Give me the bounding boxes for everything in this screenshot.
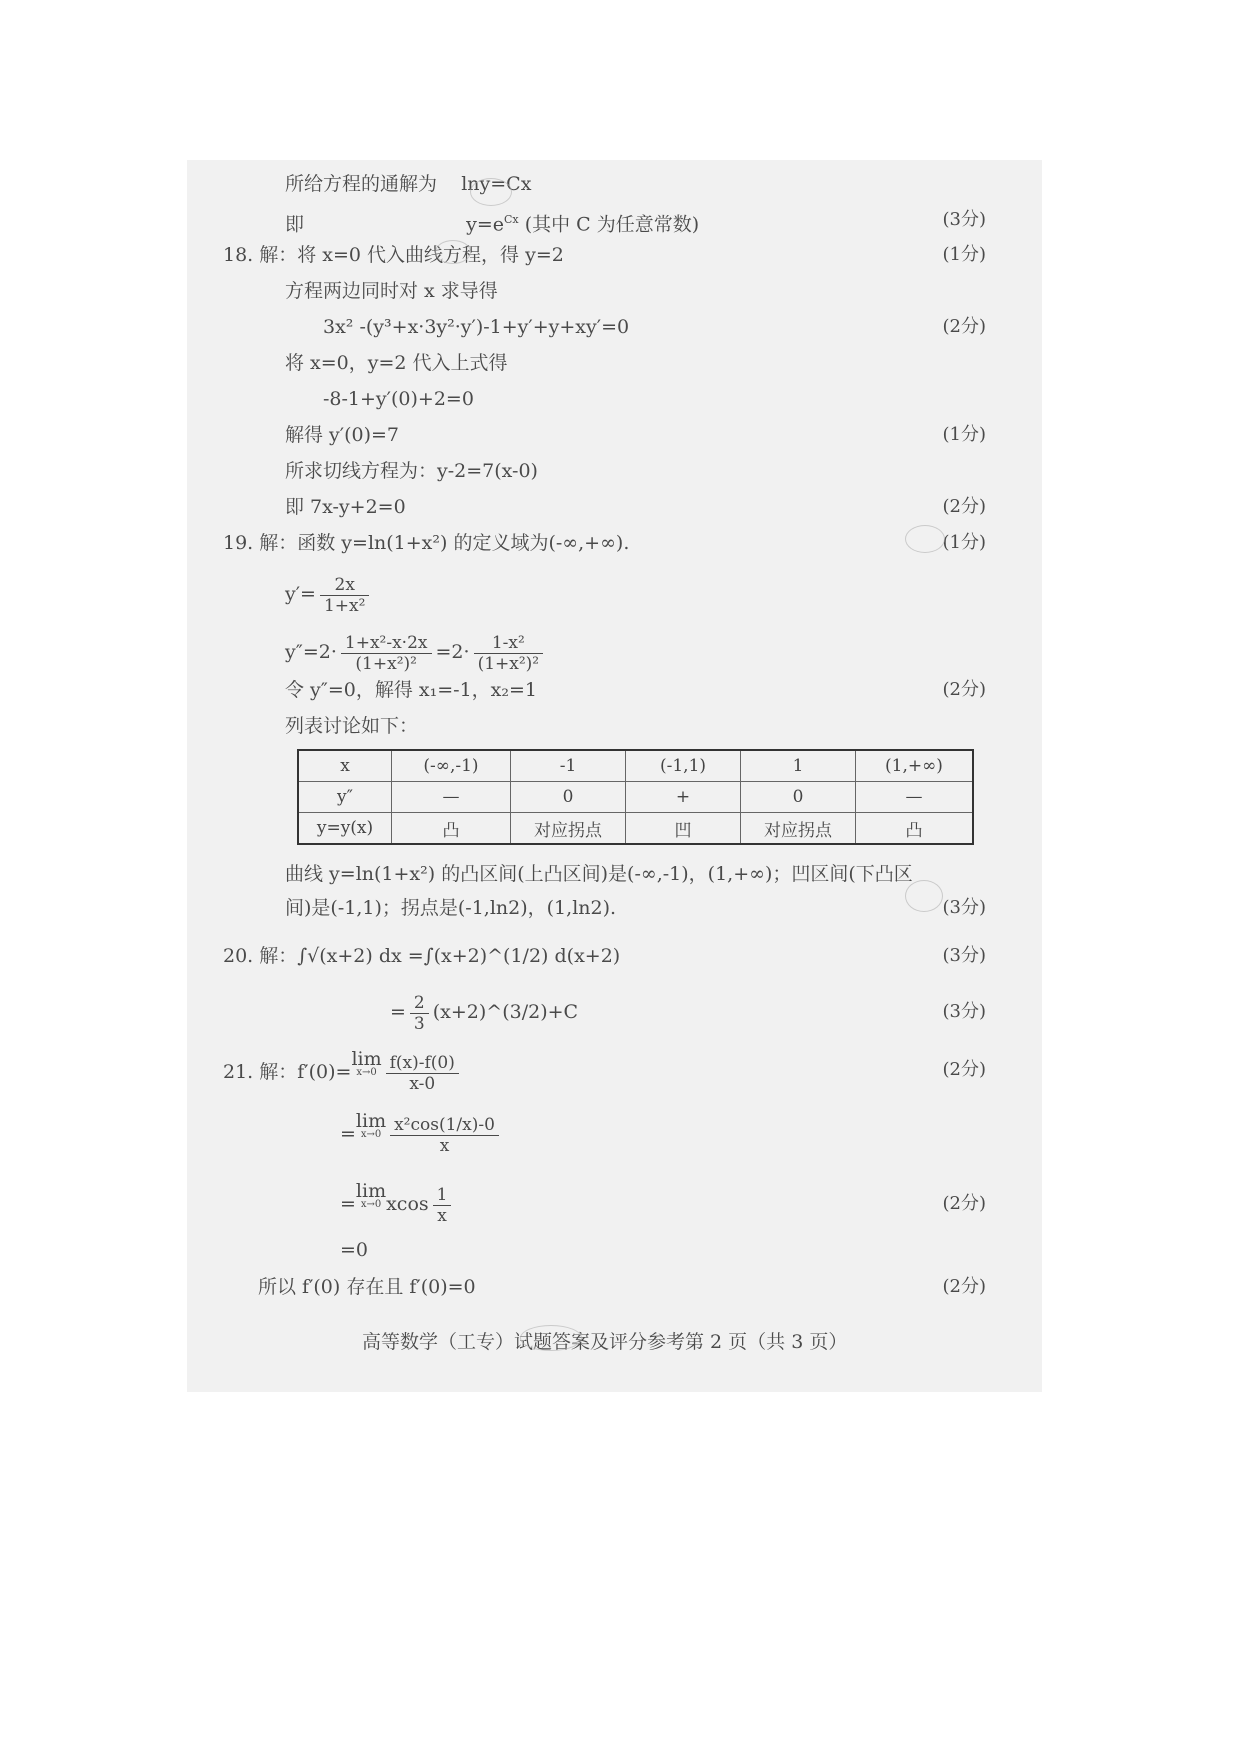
q21-fraction-3	[433, 1185, 452, 1226]
table-row	[298, 750, 973, 782]
q21-points-1: (2分)	[942, 1059, 986, 1080]
table-cell: (1,+∞)	[856, 750, 974, 782]
q19-intro-points: (1分)	[942, 532, 986, 553]
q21-final: 所以 f′(0) 存在且 f′(0)=0	[258, 1276, 476, 1298]
limit-operator	[356, 1112, 386, 1140]
q21-eq-sign-2: =	[340, 1123, 356, 1145]
q18-line-3: 3x² -(y³+x·3y²·y′)-1+y′+y+xy′=0	[323, 316, 630, 338]
limit-operator	[356, 1182, 386, 1210]
d1-lhs: y′=	[285, 583, 316, 605]
d2-fraction-1	[341, 633, 432, 674]
q20-fraction	[410, 993, 429, 1034]
table-cell: 1	[741, 750, 856, 782]
q19-conclusion-points: (3分)	[942, 897, 986, 918]
points-label: (3分)	[942, 209, 986, 230]
q19-conclusion-1: 曲线 y=ln(1+x²) 的凸区间(上凸区间)是(-∞,-1)，(1,+∞)；凹区间(下凸区	[285, 863, 913, 885]
q20-line-1: 20. 解：∫√(x+2) dx =∫(x+2)^(1/2) d(x+2)	[223, 945, 621, 967]
q18-points-6: (1分)	[942, 424, 986, 445]
table-cell: 0	[741, 782, 856, 813]
q19-intro: 19. 解：函数 y=ln(1+x²) 的定义域为(-∞,+∞).	[223, 532, 630, 554]
q18-points-3: (2分)	[942, 316, 986, 337]
q20-result: (x+2)^(3/2)+C	[432, 1001, 579, 1023]
ji-label: 即	[285, 213, 305, 236]
q21-eq-sign-3: =	[340, 1193, 356, 1215]
lim-text: lim	[355, 1110, 387, 1132]
d2-numerator-2: 1-x²	[474, 633, 544, 654]
d2-numerator-1: 1+x²-x·2x	[341, 633, 432, 654]
table-row	[298, 782, 973, 813]
lim-text: lim	[355, 1180, 387, 1202]
table-cell: (-∞,-1)	[392, 750, 511, 782]
d2-denominator-1: (1+x²)²	[355, 653, 417, 674]
d1-numerator: 2x	[320, 575, 369, 596]
q21-fraction-1	[386, 1053, 459, 1094]
q21-step3-body: xcos	[386, 1193, 429, 1215]
q20-eq-sign: =	[390, 1001, 406, 1023]
q21-numerator-1: f(x)-f(0)	[386, 1053, 459, 1074]
q21-final-points: (2分)	[942, 1276, 986, 1297]
scan-stain	[520, 1325, 582, 1351]
q21-numerator-3: 1	[433, 1185, 452, 1206]
d2-denominator-2: (1+x²)²	[477, 653, 540, 674]
table-cell: x	[298, 750, 392, 782]
table-cell: -1	[511, 750, 626, 782]
q21-denominator-3: x	[437, 1205, 447, 1226]
lim-subscript: x→0	[356, 1067, 377, 1078]
d2-lhs: y″=2·	[285, 641, 337, 663]
q21-line-4: =0	[340, 1239, 369, 1261]
scan-stain	[905, 525, 945, 553]
q18-line-1: 18. 解：将 x=0 代入曲线方程，得 y=2	[223, 244, 564, 266]
table-cell: 凸	[392, 813, 511, 845]
q20-numerator: 2	[410, 993, 429, 1014]
lim-text: lim	[351, 1048, 382, 1070]
table-cell: 凹	[626, 813, 741, 845]
explicit-exponent: Cx	[504, 213, 519, 226]
table-row	[298, 813, 973, 845]
q20-points-1: (3分)	[942, 945, 986, 966]
q21-denominator-2: x	[439, 1135, 450, 1156]
q21-denominator-1: x-0	[409, 1073, 436, 1094]
q21-line-3	[340, 1182, 455, 1226]
table-cell: 对应拐点	[741, 813, 856, 845]
q18-line-4: 将 x=0，y=2 代入上式得	[285, 352, 508, 374]
table-cell: (-1,1)	[626, 750, 741, 782]
q18-line-5: -8-1+y′(0)+2=0	[323, 388, 474, 410]
general-solution-expr: lny=Cx	[461, 173, 532, 195]
constant-note: (其中 C 为任意常数)	[524, 213, 700, 236]
q21-label: 21. 解：f′(0)=	[223, 1061, 352, 1083]
d1-denominator: 1+x²	[323, 595, 366, 616]
q19-conclusion-2: 间)是(-1,1)；拐点是(-1,ln2)，(1,ln2).	[285, 897, 617, 919]
solution-explicit-line	[285, 208, 699, 236]
table-cell: +	[626, 782, 741, 813]
q20-denominator: 3	[413, 1013, 425, 1034]
q18-line-7: 所求切线方程为：y-2=7(x-0)	[285, 460, 538, 482]
lim-subscript: x→0	[360, 1129, 382, 1140]
d2-mid: =2·	[435, 641, 470, 663]
d2-fraction-2	[474, 633, 544, 674]
table-cell: y″	[298, 782, 392, 813]
q19-second-derivative	[285, 630, 547, 674]
q18-line-6: 解得 y′(0)=7	[285, 424, 400, 446]
sign-table	[297, 749, 974, 845]
q19-first-derivative	[285, 572, 373, 616]
q21-numerator-2: x²cos(1/x)-0	[390, 1115, 499, 1136]
page-footer: 高等数学（工专）试题答案及评分参考第 2 页（共 3 页）	[362, 1331, 848, 1353]
scan-stain	[435, 240, 471, 264]
q21-fraction-2	[390, 1115, 499, 1156]
q20-line-2	[390, 990, 578, 1034]
explicit-expr: y=e	[466, 213, 505, 236]
q18-line-2: 方程两边同时对 x 求导得	[285, 280, 498, 302]
scan-stain	[905, 880, 943, 912]
table-cell: —	[856, 782, 974, 813]
q20-points-2: (3分)	[942, 1001, 986, 1022]
scan-stain	[470, 178, 512, 206]
table-cell: 0	[511, 782, 626, 813]
q18-points-1: (1分)	[942, 244, 986, 265]
d1-fraction	[320, 575, 369, 616]
q18-points-8: (2分)	[942, 496, 986, 517]
table-cell: 凸	[856, 813, 974, 845]
q19-zeros-points: (2分)	[942, 679, 986, 700]
table-cell: y=y(x)	[298, 813, 392, 845]
table-cell: —	[392, 782, 511, 813]
lim-subscript: x→0	[360, 1199, 382, 1210]
q21-line-2	[340, 1112, 503, 1156]
q19-zeros: 令 y″=0，解得 x₁=-1，x₂=1	[285, 679, 538, 701]
q18-line-8: 即 7x-y+2=0	[285, 496, 406, 518]
q19-table-intro: 列表讨论如下：	[285, 715, 419, 737]
q21-points-3: (2分)	[942, 1193, 986, 1214]
q21-line-1	[223, 1050, 463, 1094]
table-cell: 对应拐点	[511, 813, 626, 845]
limit-operator	[351, 1050, 381, 1078]
general-solution-label: 所给方程的通解为	[285, 173, 438, 195]
